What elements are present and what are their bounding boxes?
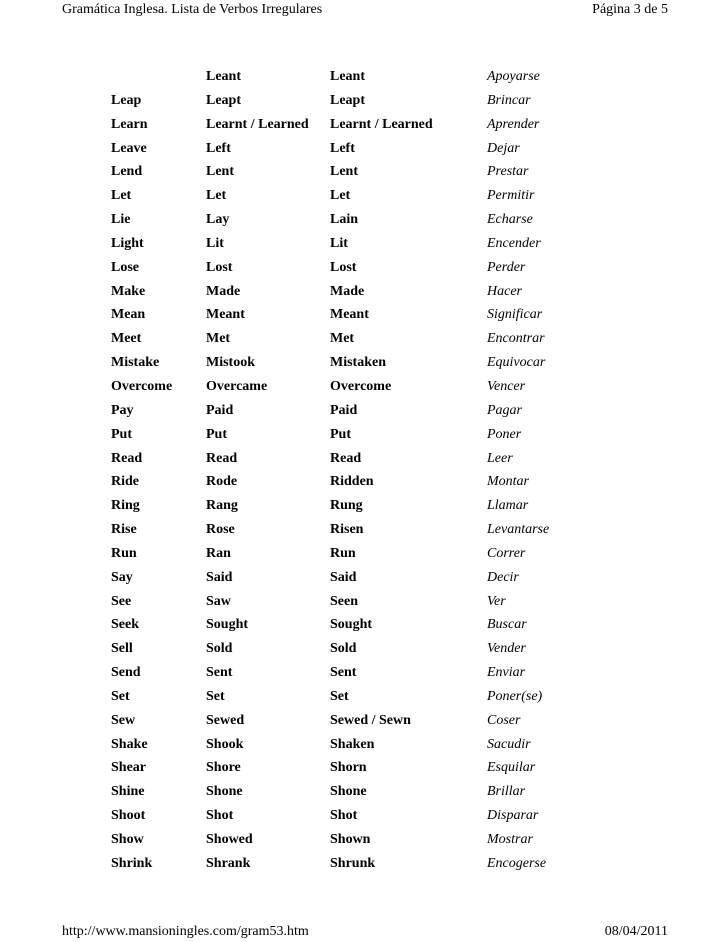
verb-base-form: Run: [111, 545, 137, 561]
verb-base-form: Shrink: [111, 855, 153, 871]
verb-base-form: Lose: [111, 259, 139, 275]
verb-spanish-translation: Brillar: [487, 784, 526, 800]
verb-past-simple: Overcame: [206, 378, 268, 394]
table-row: [105, 208, 607, 232]
table-row: [105, 160, 607, 184]
verb-past-participle: Risen: [330, 522, 364, 538]
verb-base-form: Mistake: [111, 355, 160, 371]
verb-spanish-translation: Encogerse: [487, 855, 547, 871]
verb-spanish-translation: Poner(se): [487, 688, 543, 704]
verb-past-simple: Sold: [206, 641, 233, 657]
verb-past-participle: Sewed / Sewn: [330, 712, 411, 728]
verb-past-participle: Said: [330, 569, 357, 585]
verb-past-simple: Ran: [206, 545, 231, 561]
verb-spanish-translation: Permitir: [487, 188, 535, 204]
verb-past-participle: Seen: [330, 593, 358, 609]
table-row: [105, 423, 607, 447]
verb-past-participle: Sought: [330, 617, 373, 633]
verb-past-simple: Rose: [206, 522, 235, 538]
verb-spanish-translation: Ver: [487, 593, 506, 609]
table-row: [105, 542, 607, 566]
verb-spanish-translation: Vender: [487, 641, 526, 657]
verb-spanish-translation: Encender: [487, 235, 541, 251]
verb-past-simple: Meant: [206, 307, 245, 323]
verb-base-form: Overcome: [111, 378, 173, 394]
verb-base-form: Make: [111, 283, 146, 299]
verb-base-form: Lend: [111, 164, 143, 180]
verb-past-participle: Shown: [330, 832, 371, 847]
verb-past-participle: Run: [330, 545, 356, 561]
table-row: [105, 637, 607, 661]
table-row: [105, 566, 607, 590]
verb-past-participle: Lost: [330, 259, 357, 275]
verb-base-form: Shake: [111, 736, 148, 752]
table-row: [105, 256, 607, 280]
table-row: [105, 780, 607, 804]
verb-past-simple: Leapt: [206, 92, 241, 108]
verb-spanish-translation: Prestar: [487, 164, 529, 180]
verb-spanish-translation: Apoyarse: [487, 69, 540, 84]
verb-base-form: Set: [111, 688, 130, 704]
verb-spanish-translation: Encontrar: [487, 331, 545, 347]
verb-base-form: Seek: [111, 617, 139, 633]
verb-past-simple: Said: [206, 569, 233, 585]
verb-past-simple: Shore: [206, 760, 241, 776]
verb-past-simple: Lent: [206, 164, 234, 180]
verb-past-participle: Shot: [330, 808, 358, 824]
verb-base-form: Shoot: [111, 808, 146, 824]
verb-base-form: Leave: [111, 140, 147, 156]
verb-base-form: Send: [111, 665, 141, 681]
verb-spanish-translation: Significar: [487, 307, 543, 323]
verb-past-simple: Sewed: [206, 712, 245, 728]
verb-past-participle: Left: [330, 140, 355, 156]
verb-base-form: Sew: [111, 712, 136, 728]
verb-base-form: Show: [111, 832, 144, 847]
verb-past-simple: Shrank: [206, 855, 251, 871]
verb-past-participle: Met: [330, 331, 355, 347]
verb-spanish-translation: Pagar: [487, 402, 522, 418]
table-row: [105, 828, 607, 852]
verb-past-participle: Shone: [330, 784, 367, 800]
verb-spanish-translation: Leer: [487, 450, 513, 466]
table-row: [105, 399, 607, 423]
verb-past-participle: Mistaken: [330, 355, 386, 371]
irregular-verbs-table: [105, 65, 607, 876]
verb-spanish-translation: Decir: [487, 569, 519, 585]
verb-spanish-translation: Enviar: [487, 665, 526, 681]
verb-past-participle: Sold: [330, 641, 357, 657]
verb-past-participle: Overcome: [330, 378, 392, 394]
footer-date: 08/04/2011: [604, 924, 668, 939]
verb-spanish-translation: Levantarse: [487, 522, 550, 538]
verb-past-simple: Read: [206, 450, 238, 466]
verb-past-participle: Shrunk: [330, 855, 376, 871]
verb-past-simple: Put: [206, 426, 227, 442]
table-row: [105, 709, 607, 733]
verb-past-simple: Made: [206, 283, 241, 299]
verb-spanish-translation: Correr: [487, 545, 526, 561]
verb-past-simple: Sent: [206, 665, 233, 681]
verb-spanish-translation: Mostrar: [487, 832, 533, 847]
table-row: [105, 613, 607, 637]
table-row: [105, 733, 607, 757]
verb-past-simple: Shot: [206, 808, 234, 824]
verb-base-form: Ride: [111, 474, 139, 490]
verb-base-form: Mean: [111, 307, 146, 323]
table-row: [105, 375, 607, 399]
verb-base-form: Meet: [111, 331, 142, 347]
verb-base-form: [105, 65, 206, 89]
verb-past-simple: Showed: [206, 832, 253, 847]
verb-spanish-translation: Equivocar: [487, 355, 546, 371]
verb-table-body: [105, 65, 607, 876]
table-row: [105, 447, 607, 471]
verb-past-participle: Set: [330, 688, 349, 704]
verb-base-form: Rise: [111, 522, 137, 538]
verb-past-participle: Put: [330, 426, 351, 442]
verb-past-participle: Shaken: [330, 736, 375, 752]
verb-spanish-translation: Vencer: [487, 378, 526, 394]
verb-past-participle: Lent: [330, 164, 358, 180]
verb-past-participle: Leapt: [330, 92, 365, 108]
verb-past-simple: Leant: [206, 69, 241, 84]
verb-past-participle: Rung: [330, 498, 363, 514]
verb-spanish-translation: Echarse: [487, 212, 533, 228]
header-title: Gramática Inglesa. Lista de Verbos Irregulares: [62, 2, 323, 17]
table-row: [105, 852, 607, 876]
verb-base-form: Leap: [111, 92, 142, 108]
verb-spanish-translation: Hacer: [487, 283, 522, 299]
verb-past-participle: Sent: [330, 665, 357, 681]
footer-url: http://www.mansioningles.com/gram53.htm: [62, 924, 309, 939]
verb-base-form: See: [111, 593, 132, 609]
table-row: [105, 232, 607, 256]
verb-past-simple: Let: [206, 188, 227, 204]
verb-past-participle: Meant: [330, 307, 369, 323]
verb-spanish-translation: Llamar: [487, 498, 529, 514]
table-row: [105, 89, 607, 113]
table-row: [105, 184, 607, 208]
table-row: [105, 661, 607, 685]
verb-base-form: Say: [111, 569, 133, 585]
verb-base-form: Sell: [111, 641, 133, 657]
table-row: [105, 280, 607, 304]
verb-past-simple: Met: [206, 331, 231, 347]
verb-past-participle: Ridden: [330, 474, 374, 490]
table-row: [105, 685, 607, 709]
verb-base-form: Light: [111, 235, 144, 251]
verb-past-participle: Learnt / Learned: [330, 116, 433, 132]
verb-past-simple: Set: [206, 688, 225, 704]
verb-past-simple: Left: [206, 140, 231, 156]
verb-past-participle: Leant: [330, 69, 365, 84]
table-row: [105, 518, 607, 542]
table-row: [105, 303, 607, 327]
verb-base-form: Shine: [111, 784, 145, 800]
verb-past-simple: Rang: [206, 498, 238, 514]
verb-base-form: Read: [111, 450, 143, 466]
verb-past-participle: Lain: [330, 212, 359, 228]
verb-past-participle: Read: [330, 450, 362, 466]
verb-past-participle: Paid: [330, 402, 358, 418]
table-row: [105, 470, 607, 494]
verb-spanish-translation: Coser: [487, 712, 521, 728]
table-row: [105, 351, 607, 375]
verb-past-simple: Shone: [206, 784, 243, 800]
table-row: [105, 590, 607, 614]
verb-past-simple: Saw: [206, 593, 231, 609]
verb-base-form: Lie: [111, 212, 131, 228]
verb-base-form: Pay: [111, 402, 134, 418]
verb-past-simple: Mistook: [206, 355, 255, 371]
verb-spanish-translation: Buscar: [487, 617, 527, 633]
verb-past-simple: Rode: [206, 474, 238, 490]
verb-spanish-translation: Disparar: [487, 808, 539, 824]
table-row: [105, 756, 607, 780]
table-row: [105, 113, 607, 137]
verb-past-participle: Let: [330, 188, 351, 204]
verb-base-form: Ring: [111, 498, 140, 514]
verb-base-form: Put: [111, 426, 132, 442]
verb-spanish-translation: Dejar: [487, 140, 520, 156]
page-indicator: Página 3 de 5: [592, 2, 668, 17]
verb-spanish-translation: Sacudir: [487, 736, 531, 752]
verb-base-form: Let: [111, 188, 132, 204]
verb-past-participle: Made: [330, 283, 365, 299]
verb-past-simple: Sought: [206, 617, 249, 633]
verb-spanish-translation: Aprender: [487, 116, 540, 132]
table-row: [105, 65, 607, 89]
table-row: [105, 137, 607, 161]
verb-past-participle: Shorn: [330, 760, 367, 776]
verb-past-simple: Lost: [206, 259, 233, 275]
verb-base-form: Shear: [111, 760, 146, 776]
verb-past-simple: Shook: [206, 736, 244, 752]
verb-past-participle: Lit: [330, 235, 348, 251]
verb-past-simple: Learnt / Learned: [206, 116, 309, 132]
verb-spanish-translation: Esquilar: [487, 760, 536, 776]
table-row: [105, 327, 607, 351]
verb-base-form: Learn: [111, 116, 148, 132]
verb-spanish-translation: Montar: [487, 474, 529, 490]
verb-past-simple: Paid: [206, 402, 234, 418]
verb-spanish-translation: Perder: [487, 259, 526, 275]
table-row: [105, 494, 607, 518]
verb-spanish-translation: Brincar: [487, 92, 531, 108]
verb-past-simple: Lit: [206, 235, 224, 251]
verb-past-simple: Lay: [206, 212, 230, 228]
table-row: [105, 804, 607, 828]
verb-spanish-translation: Poner: [487, 426, 522, 442]
